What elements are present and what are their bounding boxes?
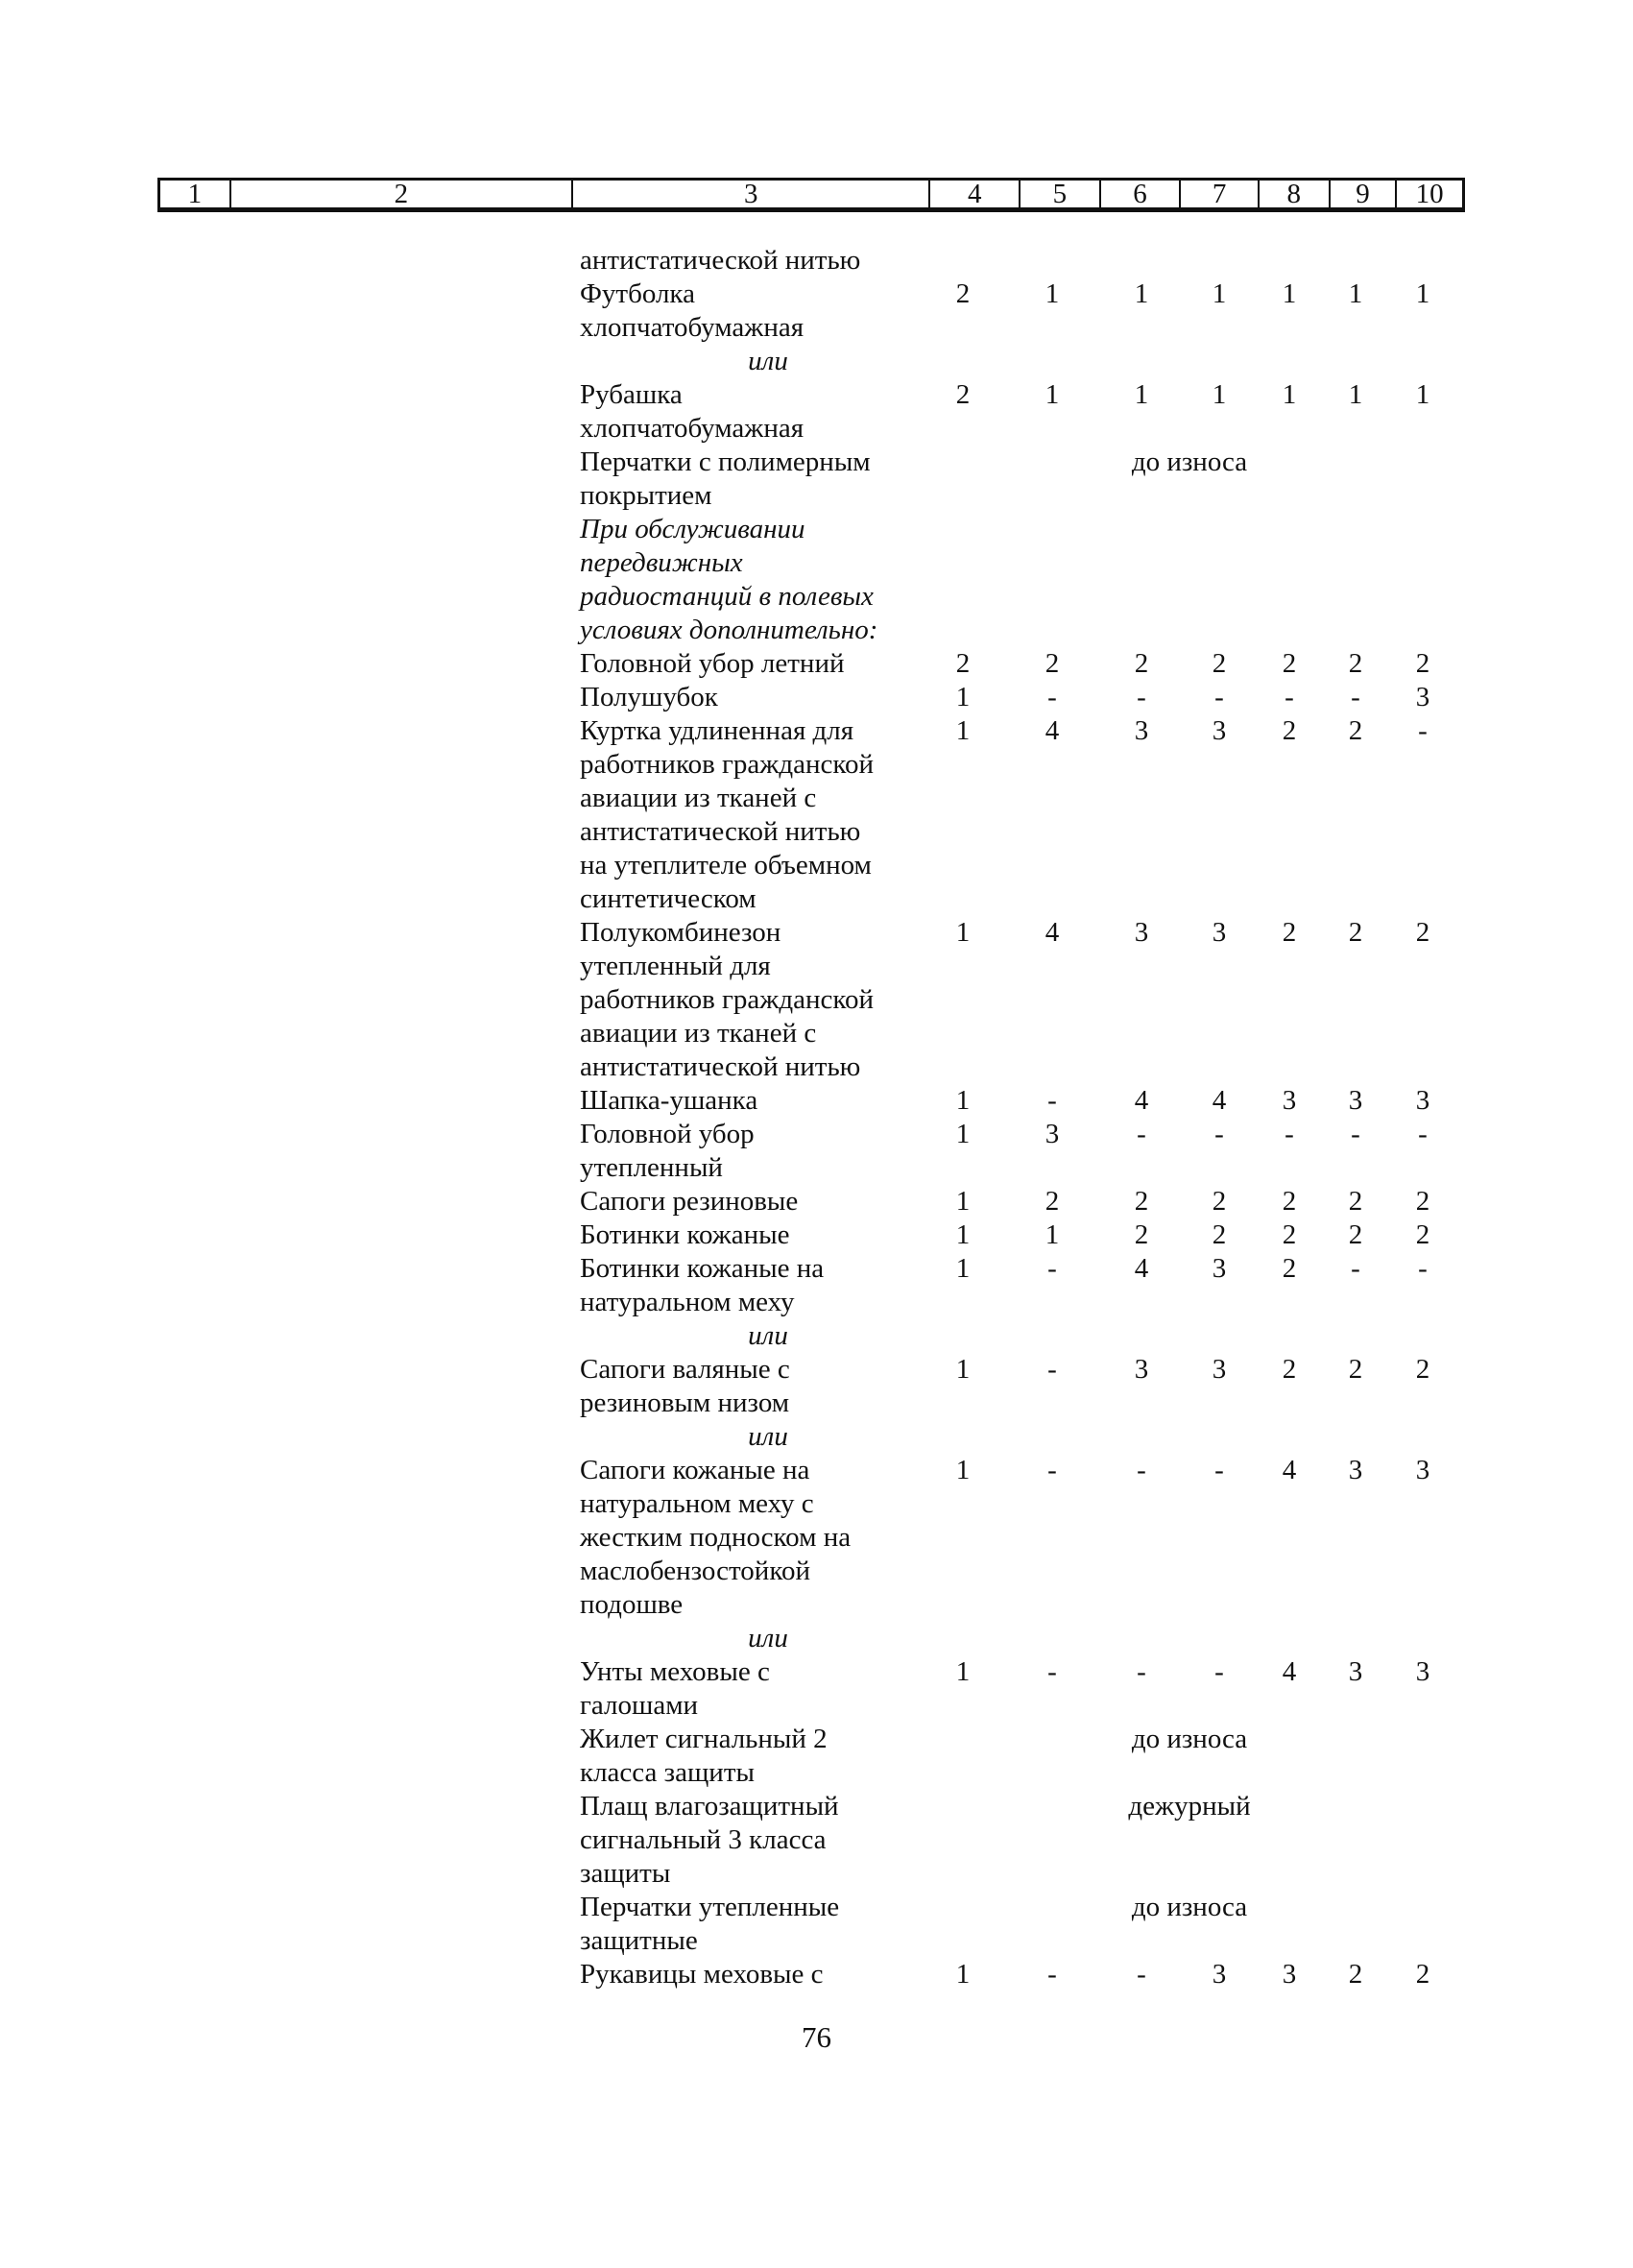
value-col-9: 2 xyxy=(1348,1959,1363,1990)
value-col-6: - xyxy=(1137,1119,1146,1149)
wear-period-note: дежурный xyxy=(1128,1791,1251,1822)
value-col-6: 2 xyxy=(1134,1186,1149,1217)
table-row xyxy=(0,1319,1633,1353)
value-col-9: 2 xyxy=(1348,1219,1363,1250)
column-header-3: 3 xyxy=(573,181,930,207)
value-col-6: 1 xyxy=(1134,379,1149,410)
value-col-7: - xyxy=(1214,682,1224,712)
value-col-4: 2 xyxy=(955,648,971,679)
value-col-7: 3 xyxy=(1212,1959,1227,1990)
item-name: При обслуживании xyxy=(580,514,805,544)
value-col-6: 1 xyxy=(1134,278,1149,309)
value-col-9: 2 xyxy=(1348,917,1363,948)
value-col-8: 3 xyxy=(1282,1959,1297,1990)
item-name: антистатической нитью xyxy=(580,816,861,847)
value-col-10: 3 xyxy=(1415,1085,1430,1116)
value-col-4: 1 xyxy=(955,1186,971,1217)
item-name: Футболка xyxy=(580,278,695,309)
value-col-7: 3 xyxy=(1212,917,1227,948)
table-row xyxy=(0,983,1633,1017)
item-name: Шапка-ушанка xyxy=(580,1085,758,1116)
value-col-9: 2 xyxy=(1348,648,1363,679)
item-name: класса защиты xyxy=(580,1757,755,1788)
item-name: на утеплителе объемном xyxy=(580,850,872,881)
value-col-4: 1 xyxy=(955,1253,971,1284)
item-name: натуральном меху с xyxy=(580,1488,814,1519)
value-col-6: 4 xyxy=(1134,1085,1149,1116)
table-row xyxy=(0,1958,1633,1991)
value-col-7: 2 xyxy=(1212,648,1227,679)
item-name: Полушубок xyxy=(580,682,718,712)
value-col-10: 2 xyxy=(1415,1959,1430,1990)
wear-period-note: до износа xyxy=(1131,1724,1248,1754)
item-name: маслобензостойкой xyxy=(580,1556,810,1586)
value-col-5: - xyxy=(1047,1455,1057,1485)
item-name: работников гражданской xyxy=(580,749,874,780)
item-name: передвижных xyxy=(580,547,743,578)
table-row xyxy=(0,345,1633,378)
table-row xyxy=(0,1118,1633,1151)
table-row xyxy=(0,1588,1633,1622)
value-col-6: 3 xyxy=(1134,917,1149,948)
value-col-9: 1 xyxy=(1348,379,1363,410)
value-col-9: 2 xyxy=(1348,715,1363,746)
item-name: Жилет сигнальный 2 xyxy=(580,1724,828,1754)
value-col-10: 2 xyxy=(1415,648,1430,679)
value-col-5: 4 xyxy=(1045,715,1060,746)
value-col-6: - xyxy=(1137,1959,1146,1990)
value-col-7: 2 xyxy=(1212,1219,1227,1250)
item-name: резиновым низом xyxy=(580,1387,790,1418)
table-row xyxy=(0,647,1633,681)
item-name: антистатической нитью xyxy=(580,245,861,276)
table-row xyxy=(0,1823,1633,1857)
value-col-5: 1 xyxy=(1045,379,1060,410)
table-row xyxy=(0,513,1633,546)
item-name: жестким подноском на xyxy=(580,1522,852,1553)
table-row xyxy=(0,1723,1633,1756)
item-name: Куртка удлиненная для xyxy=(580,715,854,746)
value-col-8: - xyxy=(1285,1119,1294,1149)
value-col-6: - xyxy=(1137,682,1146,712)
wear-period-note: до износа xyxy=(1131,1892,1248,1922)
value-col-8: 2 xyxy=(1282,1253,1297,1284)
value-col-7: - xyxy=(1214,1656,1224,1687)
value-col-8: 2 xyxy=(1282,1354,1297,1385)
table-row xyxy=(0,378,1633,412)
item-name: условиях дополнительно: xyxy=(580,615,878,645)
item-name: работников гражданской xyxy=(580,984,874,1015)
item-name: Сапоги валяные с xyxy=(580,1354,790,1385)
item-name: Полукомбинезон xyxy=(580,917,781,948)
item-name: подошве xyxy=(580,1589,684,1620)
value-col-9: 3 xyxy=(1348,1455,1363,1485)
value-col-5: 2 xyxy=(1045,1186,1060,1217)
column-header-8: 8 xyxy=(1260,181,1331,207)
item-name: Плащ влагозащитный xyxy=(580,1791,839,1822)
value-col-7: 3 xyxy=(1212,715,1227,746)
value-col-7: 1 xyxy=(1212,278,1227,309)
table-row xyxy=(0,1017,1633,1050)
item-name: Головной убор xyxy=(580,1119,755,1149)
item-name: антистатической нитью xyxy=(580,1051,861,1082)
item-name: радиостанций в полевых xyxy=(580,581,874,612)
table-row xyxy=(0,1756,1633,1790)
value-col-4: 2 xyxy=(955,379,971,410)
item-name: Рукавицы меховые с xyxy=(580,1959,824,1990)
table-row xyxy=(0,1487,1633,1521)
value-col-6: 2 xyxy=(1134,648,1149,679)
table-row xyxy=(0,277,1633,311)
column-header-6: 6 xyxy=(1101,181,1182,207)
table-row xyxy=(0,1185,1633,1218)
column-header-9: 9 xyxy=(1331,181,1398,207)
value-col-8: 4 xyxy=(1282,1455,1297,1485)
column-header-row xyxy=(157,178,1465,210)
value-col-4: 1 xyxy=(955,1656,971,1687)
value-col-4: 1 xyxy=(955,917,971,948)
item-name: Перчатки утепленные xyxy=(580,1892,840,1922)
table-row xyxy=(0,479,1633,513)
value-col-4: 2 xyxy=(955,278,971,309)
value-col-5: 2 xyxy=(1045,648,1060,679)
value-col-5: 1 xyxy=(1045,278,1060,309)
table-row xyxy=(0,1286,1633,1319)
value-col-10: 1 xyxy=(1415,379,1430,410)
value-col-5: - xyxy=(1047,1085,1057,1116)
table-row xyxy=(0,1790,1633,1823)
table-row xyxy=(0,1420,1633,1454)
item-name: защиты xyxy=(580,1858,671,1889)
value-col-5: - xyxy=(1047,1354,1057,1385)
table-row xyxy=(0,1387,1633,1420)
value-col-6: - xyxy=(1137,1455,1146,1485)
column-header-4: 4 xyxy=(930,181,1021,207)
column-header-2: 2 xyxy=(231,181,573,207)
item-name: защитные xyxy=(580,1925,698,1956)
table-row xyxy=(0,546,1633,580)
table-row xyxy=(0,950,1633,983)
header-rule xyxy=(157,210,1465,212)
value-col-8: 3 xyxy=(1282,1085,1297,1116)
value-col-7: - xyxy=(1214,1119,1224,1149)
table-row xyxy=(0,311,1633,345)
alternative-label: или xyxy=(748,346,788,376)
alternative-label: или xyxy=(748,1623,788,1653)
column-header-10: 10 xyxy=(1415,178,1444,209)
item-name: Рубашка xyxy=(580,379,683,410)
table-row xyxy=(0,1218,1633,1252)
item-name: Ботинки кожаные xyxy=(580,1219,790,1250)
item-name: покрытием xyxy=(580,480,712,511)
column-header-7: 7 xyxy=(1181,181,1260,207)
value-col-6: - xyxy=(1137,1656,1146,1687)
item-name: Головной убор летний xyxy=(580,648,845,679)
table-row xyxy=(0,1924,1633,1958)
value-col-5: - xyxy=(1047,1656,1057,1687)
value-col-7: 3 xyxy=(1212,1253,1227,1284)
item-name: галошами xyxy=(580,1690,699,1721)
value-col-6: 3 xyxy=(1134,715,1149,746)
value-col-10: 2 xyxy=(1415,1354,1430,1385)
value-col-4: 1 xyxy=(955,682,971,712)
value-col-5: - xyxy=(1047,1959,1057,1990)
value-col-5: 1 xyxy=(1045,1219,1060,1250)
item-name: авиации из тканей с xyxy=(580,783,817,813)
value-col-10: 3 xyxy=(1415,1656,1430,1687)
value-col-4: 1 xyxy=(955,1085,971,1116)
item-name: хлопчатобумажная xyxy=(580,413,804,444)
value-col-8: 2 xyxy=(1282,1219,1297,1250)
alternative-label: или xyxy=(748,1320,788,1351)
value-col-9: - xyxy=(1351,682,1360,712)
value-col-8: 1 xyxy=(1282,278,1297,309)
item-name: синтетическом xyxy=(580,883,756,914)
value-col-9: 3 xyxy=(1348,1085,1363,1116)
value-col-5: 4 xyxy=(1045,917,1060,948)
item-name: утепленный xyxy=(580,1152,723,1183)
value-col-4: 1 xyxy=(955,715,971,746)
table-row xyxy=(0,681,1633,714)
table-row xyxy=(0,446,1633,479)
table-row xyxy=(0,882,1633,916)
value-col-9: - xyxy=(1351,1253,1360,1284)
value-col-9: - xyxy=(1351,1119,1360,1149)
wear-period-note: до износа xyxy=(1131,446,1248,477)
value-col-4: 1 xyxy=(955,1455,971,1485)
table-row xyxy=(0,614,1633,647)
value-col-4: 1 xyxy=(955,1354,971,1385)
value-col-10: 2 xyxy=(1415,1219,1430,1250)
table-row xyxy=(0,1555,1633,1588)
table-row xyxy=(0,1655,1633,1689)
value-col-4: 1 xyxy=(955,1959,971,1990)
item-name: Унты меховые с xyxy=(580,1656,770,1687)
item-name: натуральном меху xyxy=(580,1287,795,1317)
column-header-1: 1 xyxy=(160,181,231,207)
value-col-9: 3 xyxy=(1348,1656,1363,1687)
table-row xyxy=(0,815,1633,849)
value-col-7: - xyxy=(1214,1455,1224,1485)
item-name: хлопчатобумажная xyxy=(580,312,804,343)
value-col-8: 1 xyxy=(1282,379,1297,410)
value-col-10: 1 xyxy=(1415,278,1430,309)
value-col-7: 2 xyxy=(1212,1186,1227,1217)
item-name: авиации из тканей с xyxy=(580,1018,817,1049)
table-row xyxy=(0,1252,1633,1286)
value-col-6: 3 xyxy=(1134,1354,1149,1385)
value-col-8: 2 xyxy=(1282,917,1297,948)
value-col-8: 2 xyxy=(1282,1186,1297,1217)
value-col-7: 1 xyxy=(1212,379,1227,410)
table-row xyxy=(0,1857,1633,1891)
table-row xyxy=(0,1622,1633,1655)
value-col-8: 2 xyxy=(1282,715,1297,746)
value-col-6: 2 xyxy=(1134,1219,1149,1250)
item-name: Сапоги кожаные на xyxy=(580,1455,810,1485)
table-row xyxy=(0,1454,1633,1487)
table-row xyxy=(0,412,1633,446)
table-row xyxy=(0,1084,1633,1118)
table-row xyxy=(0,748,1633,782)
table-row xyxy=(0,1689,1633,1723)
table-row xyxy=(0,1050,1633,1084)
value-col-10: 3 xyxy=(1415,1455,1430,1485)
table-row xyxy=(0,782,1633,815)
value-col-8: 2 xyxy=(1282,648,1297,679)
value-col-5: 3 xyxy=(1045,1119,1060,1149)
table-row xyxy=(0,244,1633,277)
table-row xyxy=(0,849,1633,882)
table-row xyxy=(0,1521,1633,1555)
value-col-10: - xyxy=(1418,1119,1428,1149)
alternative-label: или xyxy=(748,1421,788,1452)
value-col-9: 1 xyxy=(1348,278,1363,309)
value-col-9: 2 xyxy=(1348,1186,1363,1217)
table-row xyxy=(0,714,1633,748)
table-row xyxy=(0,1353,1633,1387)
value-col-8: 4 xyxy=(1282,1656,1297,1687)
value-col-10: - xyxy=(1418,715,1428,746)
value-col-10: - xyxy=(1418,1253,1428,1284)
item-name: Ботинки кожаные на xyxy=(580,1253,825,1284)
item-name: сигнальный 3 класса xyxy=(580,1824,827,1855)
value-col-10: 2 xyxy=(1415,1186,1430,1217)
item-name: Перчатки с полимерным xyxy=(580,446,871,477)
table-row xyxy=(0,1151,1633,1185)
item-name: утепленный для xyxy=(580,951,771,981)
value-col-7: 3 xyxy=(1212,1354,1227,1385)
column-header-5: 5 xyxy=(1021,181,1101,207)
value-col-10: 3 xyxy=(1415,682,1430,712)
value-col-6: 4 xyxy=(1134,1253,1149,1284)
item-name: Сапоги резиновые xyxy=(580,1186,799,1217)
table-row xyxy=(0,916,1633,950)
value-col-9: 2 xyxy=(1348,1354,1363,1385)
value-col-4: 1 xyxy=(955,1119,971,1149)
table-row xyxy=(0,580,1633,614)
value-col-4: 1 xyxy=(955,1219,971,1250)
table-row xyxy=(0,1891,1633,1924)
value-col-8: - xyxy=(1285,682,1294,712)
value-col-5: - xyxy=(1047,682,1057,712)
value-col-5: - xyxy=(1047,1253,1057,1284)
value-col-10: 2 xyxy=(1415,917,1430,948)
page-number: 76 xyxy=(802,2020,831,2054)
value-col-7: 4 xyxy=(1212,1085,1227,1116)
